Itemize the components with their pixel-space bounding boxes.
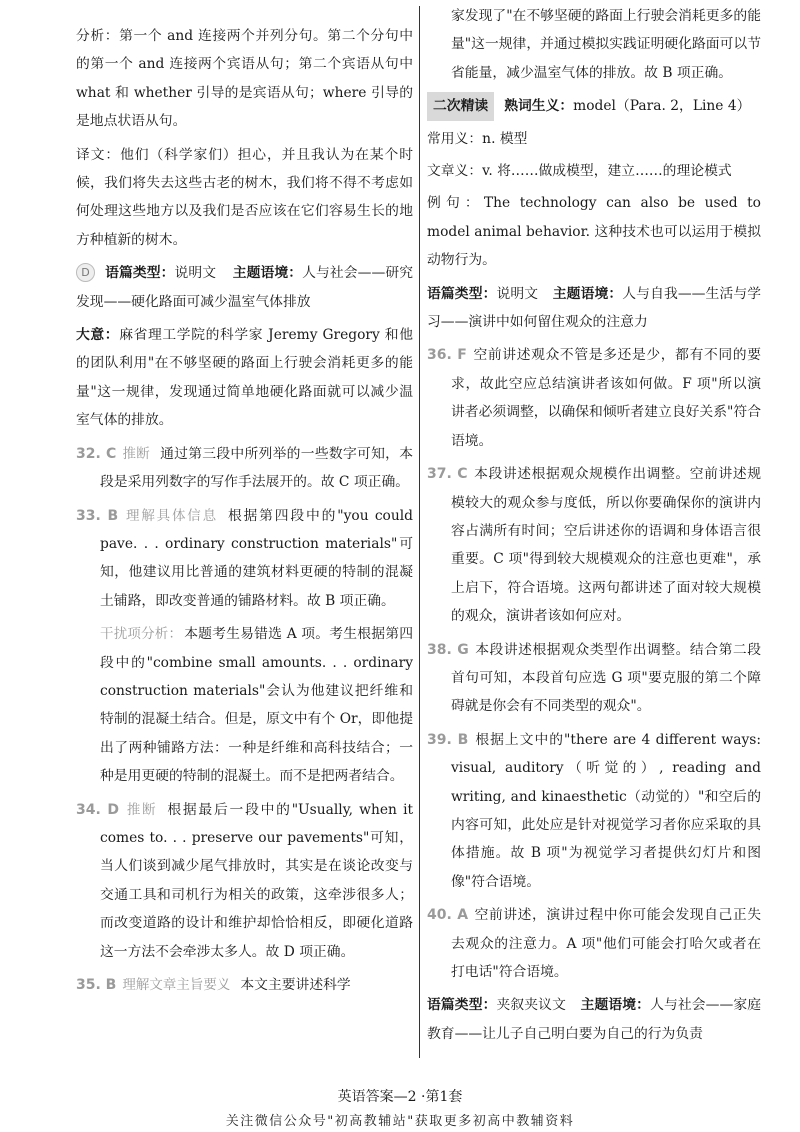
right-column xyxy=(427,2,761,1053)
answer-explanation: 通过第三段中所列举的一些数字可知，本段是采用列数字的写作手法展开的。故 C 项正确。 xyxy=(100,445,414,491)
answer-item-36 xyxy=(427,341,761,455)
close-reading-header xyxy=(427,92,761,120)
word-value: model（Para. 2，Line 4） xyxy=(573,98,751,115)
answer-explanation: 本段讲述根据观众类型作出调整。结合第二段首句可知，本段首句应选 G 项"要克服的第二个障碍就是你会有不同类型的观众"。 xyxy=(451,641,761,715)
answer-item-35 xyxy=(76,971,413,999)
answer-number: 35. B xyxy=(76,977,117,993)
answer-explanation: 根据最后一段中的"Usually, when it comes to. . . preserve our pavements"可知，当人们谈到减少尾气排放时，其实是在谈论改变与交通工具和司机行为相关的政策，这牵涉很多人；而改变道路的设计和维护却恰恰相反，即硬化道路这一方法不会牵涉太多人。故 D 项正确。 xyxy=(100,801,414,960)
summary-paragraph xyxy=(76,321,413,435)
question-type-tag: 推断 xyxy=(122,445,151,462)
context-label: 主题语境： xyxy=(580,997,651,1014)
context-value: 人与自我——生活与学习——演讲中如何留住观众的注意力 xyxy=(427,285,762,331)
context-label: 主题语境： xyxy=(232,265,303,282)
question-type-tag: 理解文章主旨要义 xyxy=(122,977,231,993)
word-label: 熟词生义： xyxy=(504,98,574,115)
question-type-tag: 理解具体信息 xyxy=(124,507,218,524)
footer-note: 关注微信公众号"初高教辅站"获取更多初高中教辅资料 xyxy=(225,1114,575,1129)
page-number-label: 英语答案—2 ·第1套 xyxy=(337,1089,463,1105)
analysis-paragraph: 分析：第一个 and 连接两个并列分句。第二个分句中的第一个 and 连接两个宾语从句；第二个宾语从句中 what 和 whether 引导的是宾语从句；where 引导的是地点状语从句。 xyxy=(76,28,413,130)
answer-number: 34. D xyxy=(76,801,120,818)
answer-item-38 xyxy=(427,636,761,721)
passage-f-header xyxy=(427,991,761,1048)
answer-number: 37. C xyxy=(427,466,468,483)
genre-value: 说明文 xyxy=(496,285,539,302)
context-label: 主题语境： xyxy=(552,285,623,302)
answer-explanation: 空前讲述观众不管是多还是少，都有不同的要求，故此空应总结演讲者该如何做。F 项"所以演讲者必须调整，以确保和倾听者建立良好关系"符合语境。 xyxy=(451,347,761,449)
passage-d-header xyxy=(76,259,413,316)
summary-text: 麻省理工学院的科学家 Jeremy Gregory 和他的团队利用"在不够坚硬的路面上行驶会消耗更多的能量"这一规律，发现通过简单地硬化路面就可以减少温室气体的排放。 xyxy=(76,327,413,429)
genre-value: 夹叙夹议文 xyxy=(496,997,566,1014)
answer-number: 33. B xyxy=(76,507,119,524)
genre-label: 语篇类型： xyxy=(427,285,497,302)
answer-item-40 xyxy=(427,901,761,986)
answer-item-32 xyxy=(76,440,413,497)
answer-explanation: 空前讲述，演讲过程中你可能会发现自己正失去观众的注意力。A 项"他们可能会打哈欠或者在打电话"符合语境。 xyxy=(451,907,761,980)
answer-item-39 xyxy=(427,726,761,896)
answer-number: 32. C xyxy=(76,445,117,462)
genre-label: 语篇类型： xyxy=(427,997,497,1014)
genre-value: 说明文 xyxy=(174,265,217,282)
column-divider xyxy=(419,6,420,1058)
genre-label: 语篇类型： xyxy=(105,265,175,282)
summary-label: 大意： xyxy=(76,327,120,344)
answer-number: 40. A xyxy=(427,907,469,924)
answer-explanation: 根据第四段中的"you could pave. . . ordinary construction materials"可知，他建议用比普通的建筑材料更硬的特制的混凝土铺路，即改变普通的铺路材料。故 B 项正确。 xyxy=(100,507,413,609)
question-type-tag: 推断 xyxy=(125,801,158,818)
answer-number: 39. B xyxy=(427,731,469,748)
answer-number: 36. F xyxy=(427,347,467,364)
distractor-text: 本题考生易错选 A 项。考生根据第四段中的"combine small amounts. . . ordinary construction materials"会认为他建议把纤维和特制的混凝土结合。但是，原文中有个 Or，即他提出了两种铺路方法：一种是纤维和高科技结合；一种是用更硬的特制的混凝土。而不是把两者结合。 xyxy=(100,626,414,785)
answer-explanation: 根据上文中的"there are 4 different ways: visual, auditory（听觉的）, reading and writing, and kinaesthetic（动觉的）"和空后的内容可知，此处应是针对视觉学习者你应采取的具体措施。故 B 项"为视觉学习者提供幻灯片和图像"符合语境。 xyxy=(451,731,761,890)
answer-item-34 xyxy=(76,796,413,966)
common-meaning: 常用义：n. 模型 xyxy=(427,130,528,147)
answer-explanation: 本段讲述根据观众规模作出调整。空前讲述规模较大的观众参与度低，所以你要确保你的演讲内容占满所有时间；空后讲述你的语调和身体语言很重要。C 项"得到较大规模观众的注意也更难"，承上启下，符合语境。这两句都讲述了面对较大规模的观众，演讲者该如何应对。 xyxy=(451,466,762,625)
distractor-analysis xyxy=(76,620,413,790)
answer-explanation: 本文主要讲述科学 xyxy=(240,977,351,993)
answer-item-37 xyxy=(427,460,761,630)
distractor-tag: 干扰项分析： xyxy=(100,626,183,643)
answer-item-33 xyxy=(76,502,413,616)
text-meaning: 文章义：v. 将……做成模型，建立……的理论模式 xyxy=(427,163,732,180)
section-d-icon: D xyxy=(76,263,95,282)
close-reading-box: 二次精读 xyxy=(427,92,494,120)
answer-number: 38. G xyxy=(427,641,469,658)
passage-e-header xyxy=(427,280,761,337)
left-column xyxy=(76,22,413,1004)
context-value: 人与社会——家庭教育——让儿子自己明白要为自己的行为负责 xyxy=(427,997,762,1042)
translation-paragraph: 译文：他们（科学家们）担心，并且我认为在某个时候，我们将失去这些古老的树木，我们将不得不考虑如何处理这些地方以及我们是否应该在它们容易生长的地方种植新的树木。 xyxy=(76,146,413,248)
example-sentence: 例句：The technology can also be used to model animal behavior. 这种技术也可以运用于模拟动物行为。 xyxy=(427,195,761,269)
answer-35-continuation: 家发现了"在不够坚硬的路面上行驶会消耗更多的能量"这一规律，并通过模拟实践证明硬化路面可以节省能量，减少温室气体的排放。故 B 项正确。 xyxy=(451,8,761,81)
context-value: 人与社会——研究发现——硬化路面可减少温室气体排放 xyxy=(76,265,414,310)
